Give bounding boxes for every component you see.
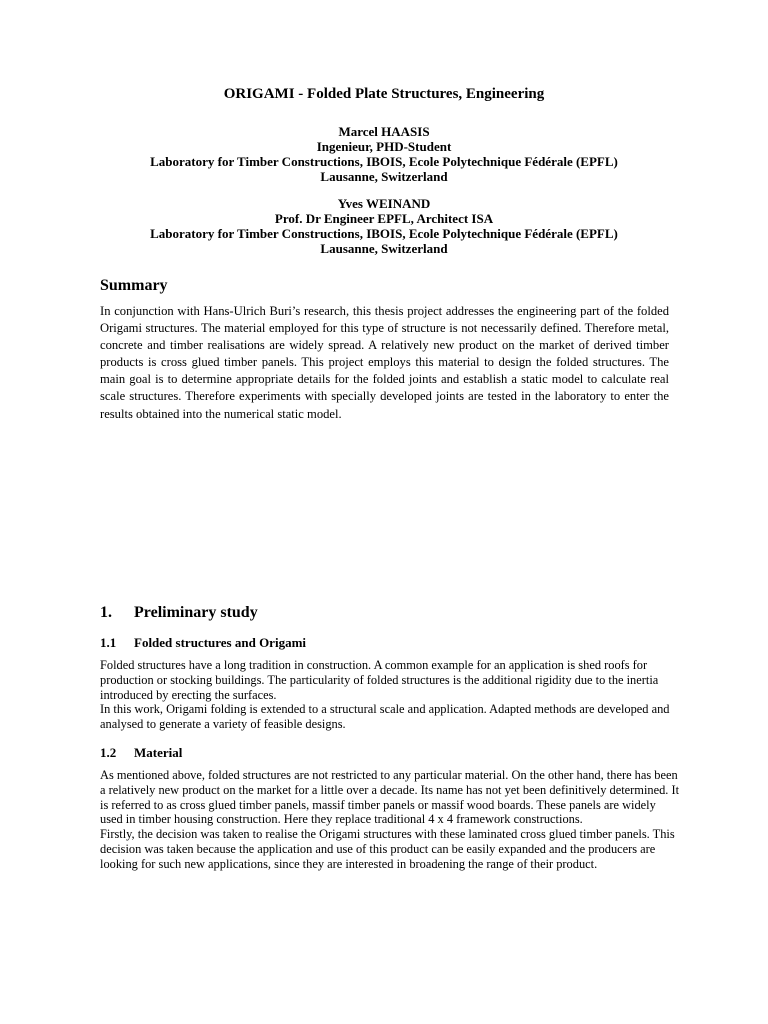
author-block-2 xyxy=(0,196,768,256)
author-location: Lausanne, Switzerland xyxy=(320,241,448,256)
body-paragraph: Firstly, the decision was taken to realise the Origami structures with these laminated cross glued timber panels. This decision was taken because the application and use of this product can be easily expanded and the producers are looking for such new applications, since they are interested in broadening the range of their product. xyxy=(100,827,675,871)
author-block-1 xyxy=(0,124,768,184)
subsection-number: 1.2 xyxy=(100,745,117,760)
author-name: Yves WEINAND xyxy=(337,196,431,211)
summary-paragraph: In conjunction with Hans-Ulrich Buri’s research, this thesis project addresses the engineering part of the folded Origami structures. The material employed for this type of structure is not necessarily defined. Therefore metal, concrete and timber realisations are widely spread. A relatively new product on the market of derived timber products is cross glued timber panels. This project employs this material to design the folded structures. The main goal is to determine appropriate details for the folded joints and establish a static model to calculate real scale structures. Therefore experiments with specially developed joints are tested in the laboratory to enter the results obtained into the numerical static model. xyxy=(100,304,669,421)
author-location: Lausanne, Switzerland xyxy=(320,169,448,184)
paper-title: ORIGAMI - Folded Plate Structures, Engineering xyxy=(223,86,545,102)
body-paragraph: As mentioned above, folded structures are not restricted to any particular material. On the other hand, there has been a relatively new product on the market for a little over a decade. Its name has not yet been definitively determined. It is referred to as cross glued timber panels, massif timber panels or massif wood boards. These panels are widely used in timber housing construction. Here they replace traditional 4 x 4 framework constructions. xyxy=(100,768,680,827)
subsection-number: 1.1 xyxy=(100,635,117,650)
body-paragraph: Folded structures have a long tradition in construction. A common example for an application is shed roofs for production or stocking buildings. The particularity of folded structures is the additional rigidity due to the inertia introduced by erecting the surfaces. xyxy=(100,658,659,702)
section-heading-1 xyxy=(100,603,258,623)
summary-heading: Summary xyxy=(100,277,168,294)
subsection-body-1-1 xyxy=(100,658,680,732)
author-affiliation: Laboratory for Timber Constructions, IBOIS, Ecole Polytechnique Fédérale (EPFL) xyxy=(150,226,618,241)
author-name: Marcel HAASIS xyxy=(338,124,430,139)
subsection-title: Folded structures and Origami xyxy=(134,635,307,650)
subsection-heading-1-2 xyxy=(100,745,182,761)
section-title: Preliminary study xyxy=(134,604,258,621)
author-affiliation: Laboratory for Timber Constructions, IBOIS, Ecole Polytechnique Fédérale (EPFL) xyxy=(150,154,618,169)
author-role: Prof. Dr Engineer EPFL, Architect ISA xyxy=(274,211,494,226)
subsection-heading-1-1 xyxy=(100,635,306,651)
author-role: Ingenieur, PHD-Student xyxy=(316,139,452,154)
subsection-body-1-2 xyxy=(100,768,680,871)
section-number: 1. xyxy=(100,604,112,621)
body-paragraph: In this work, Origami folding is extended to a structural scale and application. Adapted methods are developed and analysed to generate a variety of feasible designs. xyxy=(100,702,670,731)
subsection-title: Material xyxy=(134,745,183,760)
